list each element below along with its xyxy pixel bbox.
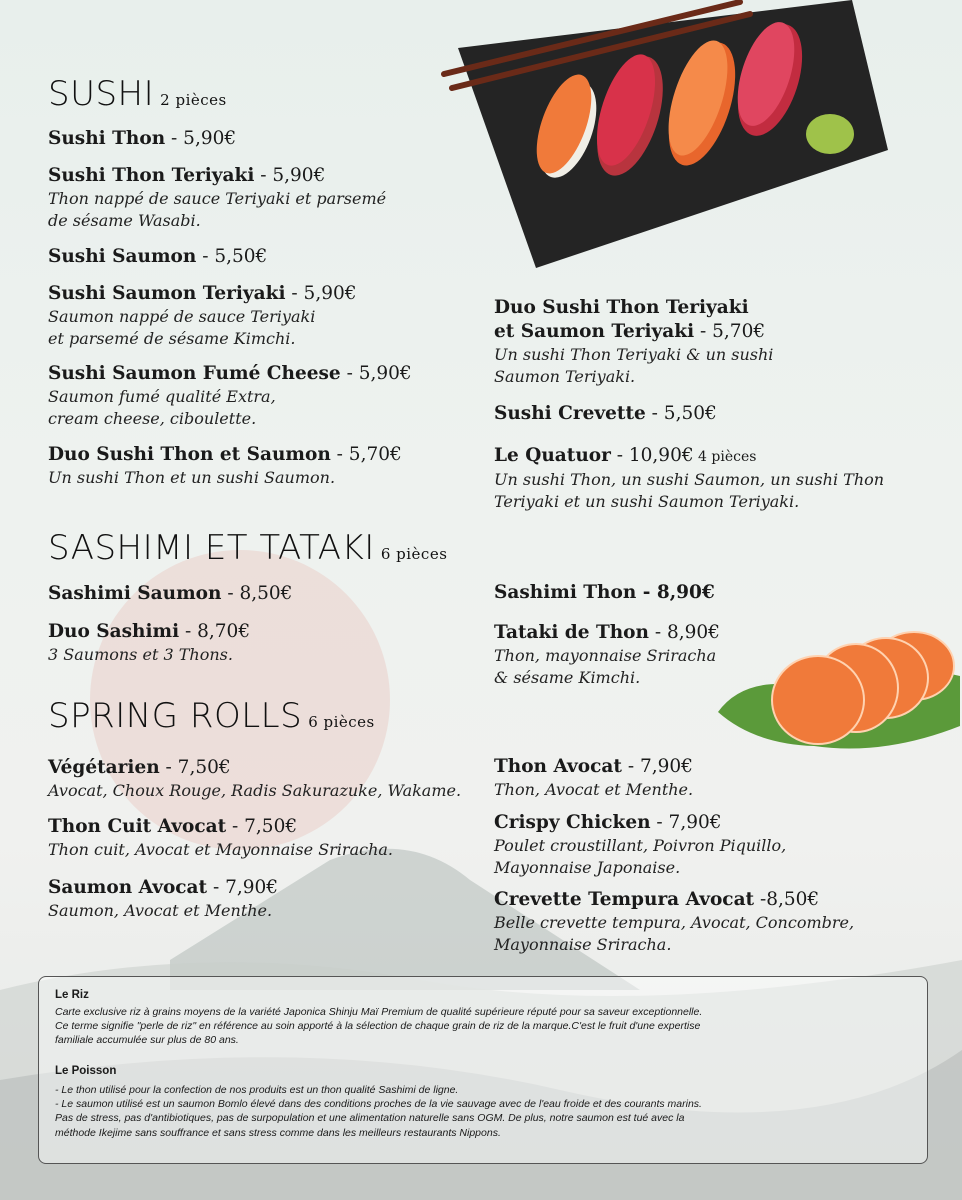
menu-item bbox=[494, 444, 934, 513]
sushi-section-title bbox=[48, 74, 227, 114]
menu-item bbox=[494, 402, 914, 426]
item-name: Saumon Avocat bbox=[48, 877, 208, 898]
item-name-line1: Duo Sushi Thon Teriyaki bbox=[494, 297, 749, 318]
item-description: Thon nappé de sauce Teriyaki et parsemé bbox=[48, 189, 387, 208]
item-description: et parsemé de sésame Kimchi. bbox=[48, 329, 296, 348]
item-price: - 5,90€ bbox=[254, 165, 326, 186]
menu-item bbox=[48, 443, 468, 489]
item-description: Belle crevette tempura, Avocat, Concombre, bbox=[494, 913, 855, 932]
item-name: Sushi Thon bbox=[48, 128, 166, 149]
menu-item bbox=[494, 621, 774, 689]
item-price: - 7,50€ bbox=[159, 757, 231, 778]
rice-note-text bbox=[55, 1005, 915, 1048]
item-name: Sashimi Thon bbox=[494, 582, 637, 603]
item-description: Poulet croustillant, Poivron Piquillo, bbox=[494, 836, 787, 855]
item-name: Tataki de Thon bbox=[494, 622, 649, 643]
item-price: - 5,70€ bbox=[694, 321, 766, 342]
item-price: - 5,90€ bbox=[165, 128, 237, 149]
item-name: Sushi Crevette bbox=[494, 403, 646, 424]
item-name: Crispy Chicken bbox=[494, 812, 651, 833]
menu-item bbox=[48, 362, 468, 430]
item-piece-count: 4 pièces bbox=[693, 449, 757, 465]
item-description: Thon, mayonnaise Sriracha bbox=[494, 646, 717, 665]
item-description: Avocat, Choux Rouge, Radis Sakurazuke, Wakame. bbox=[48, 781, 462, 800]
menu-item bbox=[48, 164, 468, 232]
item-description: Saumon nappé de sauce Teriyaki bbox=[48, 307, 316, 326]
item-name: Sushi Saumon bbox=[48, 246, 197, 267]
item-name: et Saumon Teriyaki bbox=[494, 321, 695, 342]
item-name: Duo Sashimi bbox=[48, 621, 180, 642]
item-description: 3 Saumons et 3 Thons. bbox=[48, 645, 233, 664]
menu-item bbox=[48, 876, 468, 922]
note-line: méthode Ikejime sans souffrance et sans stress comme dans les meilleurs restaurants Nippons. bbox=[55, 1126, 501, 1139]
sashimi-section-title bbox=[48, 528, 447, 568]
note-line: Ce terme signifie "perle de riz" en référence au soin apporté à la sélection de chaque grain de riz de la marque.C'est le fruit d'une expertise bbox=[55, 1020, 701, 1033]
item-price: - 8,90€ bbox=[648, 622, 720, 643]
note-line: familiale accumulée sur plus de 80 ans. bbox=[55, 1034, 239, 1047]
item-price: - 5,70€ bbox=[330, 444, 402, 465]
item-name: Crevette Tempura Avocat bbox=[494, 889, 755, 910]
item-name: Sushi Thon Teriyaki bbox=[48, 165, 255, 186]
item-name: Thon Cuit Avocat bbox=[48, 816, 227, 837]
sushi-plate-image bbox=[440, 0, 900, 280]
item-description: Mayonnaise Japonaise. bbox=[494, 858, 681, 877]
item-description: & sésame Kimchi. bbox=[494, 668, 641, 687]
item-price: - 5,50€ bbox=[645, 403, 717, 424]
sashimi-title-text: SASHIMI ET TATAKI bbox=[48, 528, 375, 568]
sushi-piece-count: 2 pièces bbox=[160, 91, 227, 109]
item-price: - 8,90€ bbox=[636, 582, 715, 603]
item-description: Saumon Teriyaki. bbox=[494, 367, 636, 386]
item-name: Sushi Saumon Fumé Cheese bbox=[48, 363, 341, 384]
item-description: cream cheese, ciboulette. bbox=[48, 409, 257, 428]
item-price: - 8,70€ bbox=[179, 621, 251, 642]
item-price: - 5,50€ bbox=[196, 246, 268, 267]
item-description: de sésame Wasabi. bbox=[48, 211, 201, 230]
item-price: - 7,90€ bbox=[650, 812, 722, 833]
item-description: Un sushi Thon, un sushi Saumon, un sushi Thon bbox=[494, 470, 885, 489]
spring-rolls-title-text: SPRING ROLLS bbox=[48, 696, 303, 736]
sushi-title-text: SUSHI bbox=[48, 74, 155, 114]
spring-rolls-section-title bbox=[48, 696, 375, 736]
item-price: - 7,90€ bbox=[621, 756, 693, 777]
item-description: Thon, Avocat et Menthe. bbox=[494, 780, 694, 799]
item-name: Le Quatuor bbox=[494, 445, 611, 466]
info-notes-box bbox=[38, 976, 928, 1164]
menu-item bbox=[48, 620, 468, 666]
item-name: Sashimi Saumon bbox=[48, 583, 222, 604]
item-description: Un sushi Thon et un sushi Saumon. bbox=[48, 468, 336, 487]
menu-item bbox=[48, 756, 468, 802]
menu-item bbox=[494, 581, 914, 605]
item-price: - 5,90€ bbox=[285, 283, 357, 304]
item-name: Thon Avocat bbox=[494, 756, 622, 777]
item-price: - 7,90€ bbox=[207, 877, 279, 898]
item-description: Un sushi Thon Teriyaki & un sushi bbox=[494, 345, 774, 364]
menu-item bbox=[48, 282, 468, 350]
item-name: Duo Sushi Thon et Saumon bbox=[48, 444, 331, 465]
menu-item bbox=[494, 296, 914, 388]
item-price: - 10,90€ bbox=[610, 445, 694, 466]
item-name: Végétarien bbox=[48, 757, 160, 778]
item-price: -8,50€ bbox=[754, 889, 820, 910]
fish-note-text bbox=[55, 1083, 915, 1140]
wasabi bbox=[806, 114, 854, 154]
menu-item bbox=[48, 127, 468, 151]
menu-item bbox=[494, 755, 914, 801]
item-description: Thon cuit, Avocat et Mayonnaise Sriracha. bbox=[48, 840, 393, 859]
item-price: - 5,90€ bbox=[340, 363, 412, 384]
note-line: - Le thon utilisé pour la confection de nos produits est un thon qualité Sashimi de ligne. bbox=[55, 1084, 459, 1096]
menu-item bbox=[494, 811, 914, 879]
menu-item bbox=[48, 815, 468, 861]
note-line: Carte exclusive riz à grains moyens de la variété Japonica Shinju Maï Premium de qualité supérieure réputé pour sa saveur exceptionnelle. bbox=[55, 1006, 703, 1018]
item-description: Saumon, Avocat et Menthe. bbox=[48, 901, 273, 920]
note-line: Pas de stress, pas d'antibiotiques, pas de surpopulation et une alimentation naturelle sans OGM. De plus, notre saumon est tué avec la bbox=[55, 1112, 685, 1125]
item-description: Teriyaki et un sushi Saumon Teriyaki. bbox=[494, 492, 800, 511]
item-description: Saumon fumé qualité Extra, bbox=[48, 387, 276, 406]
fish-note-title: Le Poisson bbox=[55, 1065, 117, 1077]
menu-item bbox=[494, 888, 934, 956]
menu-item bbox=[48, 245, 468, 269]
rice-note-title: Le Riz bbox=[55, 989, 89, 1001]
item-price: - 7,50€ bbox=[226, 816, 298, 837]
sashimi-piece-count: 6 pièces bbox=[380, 545, 448, 563]
item-description: Mayonnaise Sriracha. bbox=[494, 935, 672, 954]
item-price: - 8,50€ bbox=[221, 583, 293, 604]
spring-rolls-piece-count: 6 pièces bbox=[308, 713, 375, 731]
note-line: - Le saumon utilisé est un saumon Bomlo élevé dans des conditions proches de la vie sauvage avec de l'eau froide et des courants marins. bbox=[55, 1098, 702, 1111]
menu-item bbox=[48, 582, 468, 606]
item-name: Sushi Saumon Teriyaki bbox=[48, 283, 286, 304]
